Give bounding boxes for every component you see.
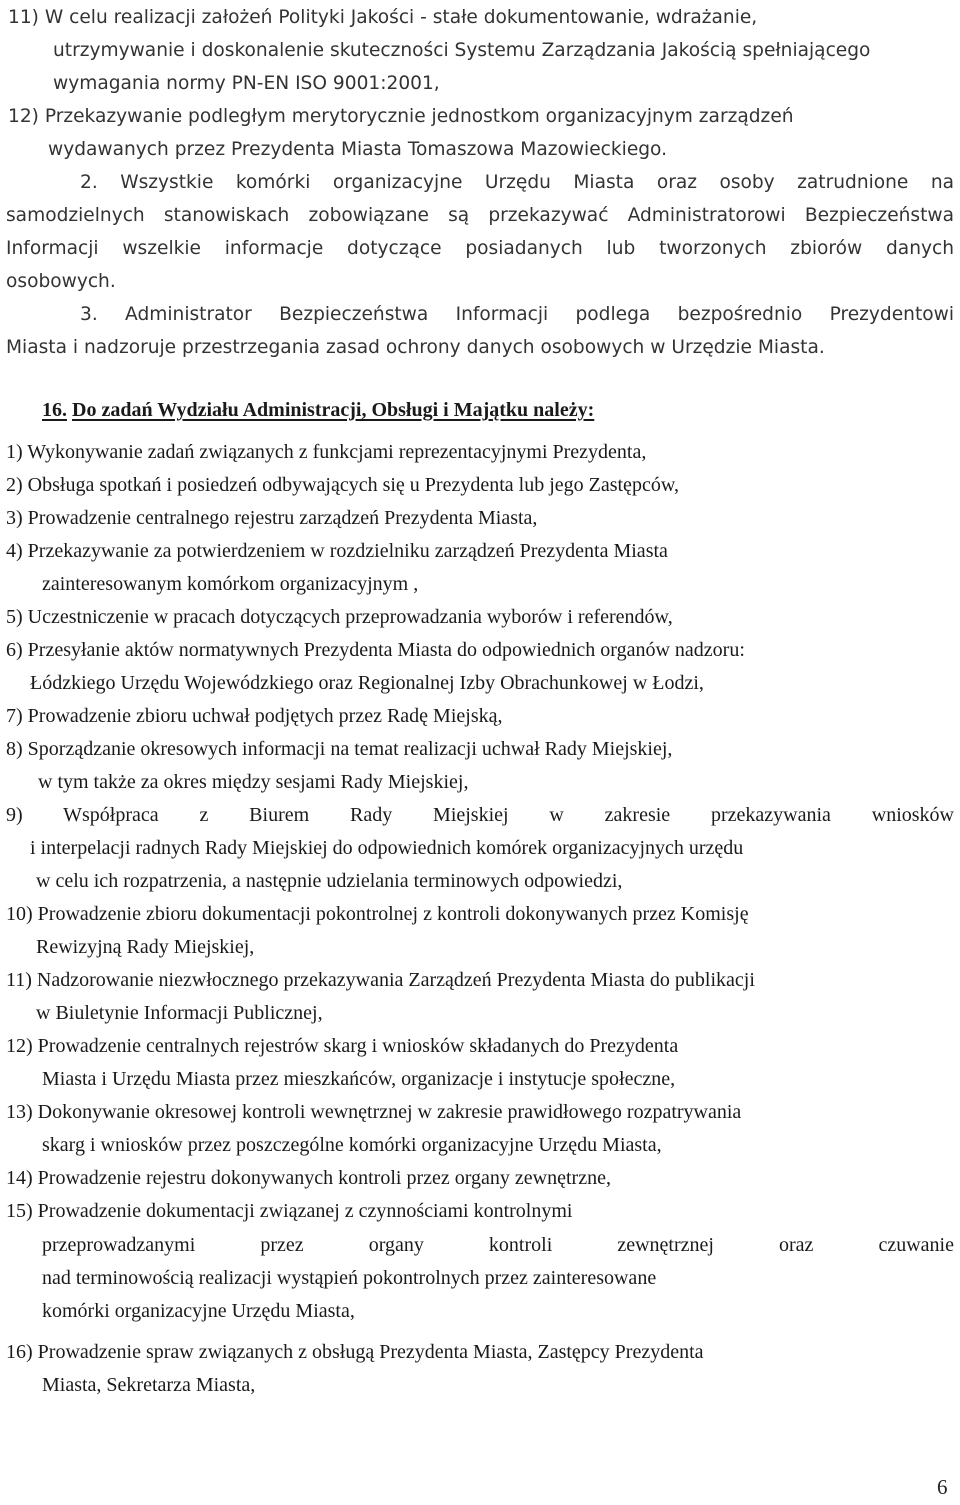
item-12-line-1: 12) Przekazywanie podległym merytorycznie jednostkom organizacyjnym zarządzeń <box>8 106 794 127</box>
list-line: i interpelacji radnych Rady Miejskiej do odpowiednich komórek organizacyjnych urzędu <box>30 837 744 859</box>
list-line: w celu ich rozpatrzenia, a następnie udzielania terminowych odpowiedzi, <box>36 870 623 892</box>
item-11-line-2: utrzymywanie i doskonalenie skuteczności Systemu Zarządzania Jakością spełniającego <box>53 40 871 61</box>
paragraph-2-line-3: Informacji wszelkie informacje dotyczące posiadanych lub tworzonych zbiorów danych <box>6 238 954 259</box>
paragraph-3-line-1: 3. Administrator Bezpieczeństwa Informacji podlega bezpośrednio Prezydentowi <box>80 304 954 325</box>
section-number: 16. <box>42 399 67 421</box>
paragraph-2-line-4: osobowych. <box>6 271 116 292</box>
item-11-line-1: 11) W celu realizacji założeń Polityki Jakości - stałe dokumentowanie, wdrażanie, <box>8 7 758 28</box>
list-line: 12) Prowadzenie centralnych rejestrów skarg i wniosków składanych do Prezydenta <box>6 1035 679 1057</box>
list-line: komórki organizacyjne Urzędu Miasta, <box>42 1300 355 1322</box>
list-line: 15) Prowadzenie dokumentacji związanej z czynnościami kontrolnymi <box>6 1200 573 1222</box>
list-line: 2) Obsługa spotkań i posiedzeń odbywających się u Prezydenta lub jego Zastępców, <box>6 474 679 496</box>
item-11-line-3: wymagania normy PN-EN ISO 9001:2001, <box>53 73 440 94</box>
list-line: 7) Prowadzenie zbioru uchwał podjętych przez Radę Miejską, <box>6 705 503 727</box>
list-line: zainteresowanym komórkom organizacyjnym , <box>42 573 419 595</box>
list-line: skarg i wniosków przez poszczególne komórki organizacyjne Urzędu Miasta, <box>42 1134 662 1156</box>
item-12-line-2: wydawanych przez Prezydenta Miasta Tomaszowa Mazowieckiego. <box>48 139 668 160</box>
list-line: nad terminowością realizacji wystąpień pokontrolnych przez zainteresowane <box>42 1267 657 1289</box>
paragraph-2-line-1: 2. Wszystkie komórki organizacyjne Urzędu Miasta oraz osoby zatrudnione na <box>80 172 954 193</box>
list-line: 6) Przesyłanie aktów normatywnych Prezydenta Miasta do odpowiednich organów nadzoru: <box>6 639 745 661</box>
list-line: 8) Sporządzanie okresowych informacji na temat realizacji uchwał Rady Miejskiej, <box>6 738 673 760</box>
paragraph-3-line-2: Miasta i nadzoruje przestrzegania zasad ochrony danych osobowych w Urzędzie Miasta. <box>6 337 825 358</box>
list-line: 4) Przekazywanie za potwierdzeniem w rozdzielniku zarządzeń Prezydenta Miasta <box>6 540 668 562</box>
list-line: 11) Nadzorowanie niezwłocznego przekazywania Zarządzeń Prezydenta Miasta do publikacji <box>6 969 755 991</box>
list-line: 3) Prowadzenie centralnego rejestru zarządzeń Prezydenta Miasta, <box>6 507 538 529</box>
list-line: Łódzkiego Urzędu Wojewódzkiego oraz Regionalnej Izby Obrachunkowej w Łodzi, <box>30 672 704 694</box>
list-line: Miasta, Sekretarza Miasta, <box>42 1374 256 1396</box>
list-line: Miasta i Urzędu Miasta przez mieszkańców, organizacje i instytucje społeczne, <box>42 1068 676 1090</box>
section-heading <box>42 398 594 422</box>
list-line: 1) Wykonywanie zadań związanych z funkcjami reprezentacyjnymi Prezydenta, <box>6 441 647 463</box>
list-line: Rewizyjną Rady Miejskiej, <box>36 936 255 958</box>
page-number: 6 <box>937 1475 948 1499</box>
paragraph-2-line-2: samodzielnych stanowiskach zobowiązane są przekazywać Administratorowi Bezpieczeństwa <box>6 205 954 226</box>
list-line: 13) Dokonywanie okresowej kontroli wewnętrznej w zakresie prawidłowego rozpatrywania <box>6 1101 742 1123</box>
list-line: w tym także za okres między sesjami Rady Miejskiej, <box>38 771 469 793</box>
section-title: Do zadań Wydziału Administracji, Obsługi i Majątku należy: <box>72 399 595 421</box>
list-line: 10) Prowadzenie zbioru dokumentacji pokontrolnej z kontroli dokonywanych przez Komisję <box>6 903 749 925</box>
list-line: w Biuletynie Informacji Publicznej, <box>36 1002 323 1024</box>
list-line: 14) Prowadzenie rejestru dokonywanych kontroli przez organy zewnętrzne, <box>6 1167 611 1189</box>
list-line: 16) Prowadzenie spraw związanych z obsługą Prezydenta Miasta, Zastępcy Prezydenta <box>6 1341 704 1363</box>
list-line: przeprowadzanymi przez organy kontroli zewnętrznej oraz czuwanie <box>42 1234 954 1256</box>
list-line: 5) Uczestniczenie w pracach dotyczących przeprowadzania wyborów i referendów, <box>6 606 673 628</box>
list-line: 9) Współpraca z Biurem Rady Miejskiej w zakresie przekazywania wniosków <box>6 804 954 826</box>
